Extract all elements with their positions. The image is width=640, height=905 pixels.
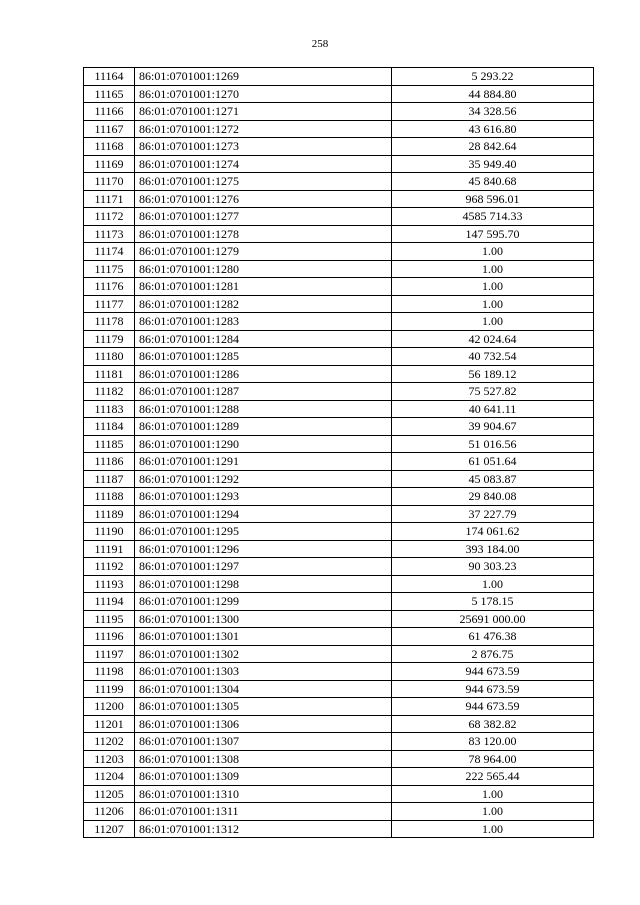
value-cell: 45 083.87 <box>392 470 594 488</box>
value-cell: 222 565.44 <box>392 768 594 786</box>
table-row <box>84 400 594 418</box>
table-row <box>84 680 594 698</box>
row-number-cell: 11168 <box>84 138 135 156</box>
value-cell: 75 527.82 <box>392 383 594 401</box>
value-cell: 90 303.23 <box>392 558 594 576</box>
table-row <box>84 785 594 803</box>
cadastral-number-cell: 86:01:0701001:1293 <box>135 488 392 506</box>
value-cell: 56 189.12 <box>392 365 594 383</box>
value-cell: 45 840.68 <box>392 173 594 191</box>
value-cell: 944 673.59 <box>392 663 594 681</box>
table-row <box>84 295 594 313</box>
value-cell: 1.00 <box>392 785 594 803</box>
row-number-cell: 11186 <box>84 453 135 471</box>
row-number-cell: 11203 <box>84 750 135 768</box>
cadastral-number-cell: 86:01:0701001:1288 <box>135 400 392 418</box>
value-cell: 78 964.00 <box>392 750 594 768</box>
value-cell: 2 876.75 <box>392 645 594 663</box>
cadastral-number-cell: 86:01:0701001:1287 <box>135 383 392 401</box>
value-cell: 25691 000.00 <box>392 610 594 628</box>
table-row <box>84 365 594 383</box>
table-row <box>84 173 594 191</box>
value-cell: 1.00 <box>392 820 594 838</box>
cadastral-number-cell: 86:01:0701001:1270 <box>135 85 392 103</box>
row-number-cell: 11177 <box>84 295 135 313</box>
table-row <box>84 313 594 331</box>
table-row <box>84 733 594 751</box>
cadastral-number-cell: 86:01:0701001:1302 <box>135 645 392 663</box>
cadastral-number-cell: 86:01:0701001:1304 <box>135 680 392 698</box>
row-number-cell: 11205 <box>84 785 135 803</box>
row-number-cell: 11204 <box>84 768 135 786</box>
row-number-cell: 11192 <box>84 558 135 576</box>
table-row <box>84 435 594 453</box>
value-cell: 4585 714.33 <box>392 208 594 226</box>
cadastral-number-cell: 86:01:0701001:1296 <box>135 540 392 558</box>
table-row <box>84 820 594 838</box>
table-row <box>84 558 594 576</box>
cadastral-number-cell: 86:01:0701001:1279 <box>135 243 392 261</box>
cadastral-number-cell: 86:01:0701001:1281 <box>135 278 392 296</box>
row-number-cell: 11171 <box>84 190 135 208</box>
value-cell: 61 051.64 <box>392 453 594 471</box>
row-number-cell: 11202 <box>84 733 135 751</box>
value-cell: 28 842.64 <box>392 138 594 156</box>
value-cell: 83 120.00 <box>392 733 594 751</box>
table-row <box>84 260 594 278</box>
value-cell: 5 178.15 <box>392 593 594 611</box>
value-cell: 39 904.67 <box>392 418 594 436</box>
value-cell: 147 595.70 <box>392 225 594 243</box>
row-number-cell: 11197 <box>84 645 135 663</box>
value-cell: 61 476.38 <box>392 628 594 646</box>
cadastral-number-cell: 86:01:0701001:1300 <box>135 610 392 628</box>
value-cell: 40 732.54 <box>392 348 594 366</box>
value-cell: 968 596.01 <box>392 190 594 208</box>
value-cell: 1.00 <box>392 243 594 261</box>
cadastral-number-cell: 86:01:0701001:1275 <box>135 173 392 191</box>
row-number-cell: 11198 <box>84 663 135 681</box>
value-cell: 1.00 <box>392 575 594 593</box>
row-number-cell: 11188 <box>84 488 135 506</box>
page-number: 258 <box>311 38 329 50</box>
cadastral-number-cell: 86:01:0701001:1307 <box>135 733 392 751</box>
cadastral-number-cell: 86:01:0701001:1292 <box>135 470 392 488</box>
cadastral-number-cell: 86:01:0701001:1298 <box>135 575 392 593</box>
row-number-cell: 11183 <box>84 400 135 418</box>
row-number-cell: 11190 <box>84 523 135 541</box>
cadastral-number-cell: 86:01:0701001:1305 <box>135 698 392 716</box>
row-number-cell: 11206 <box>84 803 135 821</box>
row-number-cell: 11194 <box>84 593 135 611</box>
table-row <box>84 155 594 173</box>
row-number-cell: 11180 <box>84 348 135 366</box>
table-body <box>84 68 594 838</box>
table-row <box>84 103 594 121</box>
table-row <box>84 663 594 681</box>
table-row <box>84 208 594 226</box>
cadastral-number-cell: 86:01:0701001:1306 <box>135 715 392 733</box>
table-row <box>84 768 594 786</box>
value-cell: 1.00 <box>392 295 594 313</box>
table-row <box>84 488 594 506</box>
table-row <box>84 330 594 348</box>
table-row <box>84 68 594 86</box>
row-number-cell: 11166 <box>84 103 135 121</box>
cadastral-number-cell: 86:01:0701001:1299 <box>135 593 392 611</box>
cadastral-number-cell: 86:01:0701001:1269 <box>135 68 392 86</box>
table-row <box>84 243 594 261</box>
table-row <box>84 383 594 401</box>
value-cell: 174 061.62 <box>392 523 594 541</box>
table-row <box>84 470 594 488</box>
cadastral-number-cell: 86:01:0701001:1274 <box>135 155 392 173</box>
cadastral-number-cell: 86:01:0701001:1310 <box>135 785 392 803</box>
row-number-cell: 11201 <box>84 715 135 733</box>
table-row <box>84 225 594 243</box>
table-row <box>84 610 594 628</box>
cadastral-number-cell: 86:01:0701001:1285 <box>135 348 392 366</box>
value-cell: 42 024.64 <box>392 330 594 348</box>
cadastral-number-cell: 86:01:0701001:1289 <box>135 418 392 436</box>
table-row <box>84 453 594 471</box>
cadastral-number-cell: 86:01:0701001:1312 <box>135 820 392 838</box>
value-cell: 44 884.80 <box>392 85 594 103</box>
row-number-cell: 11195 <box>84 610 135 628</box>
table-row <box>84 138 594 156</box>
cadastral-value-table <box>83 67 594 838</box>
value-cell: 393 184.00 <box>392 540 594 558</box>
value-cell: 1.00 <box>392 313 594 331</box>
row-number-cell: 11200 <box>84 698 135 716</box>
value-cell: 40 641.11 <box>392 400 594 418</box>
table-row <box>84 505 594 523</box>
cadastral-number-cell: 86:01:0701001:1291 <box>135 453 392 471</box>
table-row <box>84 348 594 366</box>
table-row <box>84 715 594 733</box>
cadastral-number-cell: 86:01:0701001:1311 <box>135 803 392 821</box>
cadastral-number-cell: 86:01:0701001:1309 <box>135 768 392 786</box>
row-number-cell: 11191 <box>84 540 135 558</box>
row-number-cell: 11179 <box>84 330 135 348</box>
cadastral-number-cell: 86:01:0701001:1294 <box>135 505 392 523</box>
row-number-cell: 11199 <box>84 680 135 698</box>
cadastral-number-cell: 86:01:0701001:1295 <box>135 523 392 541</box>
cadastral-number-cell: 86:01:0701001:1272 <box>135 120 392 138</box>
value-cell: 29 840.08 <box>392 488 594 506</box>
row-number-cell: 11173 <box>84 225 135 243</box>
value-cell: 944 673.59 <box>392 698 594 716</box>
row-number-cell: 11184 <box>84 418 135 436</box>
row-number-cell: 11176 <box>84 278 135 296</box>
table-row <box>84 575 594 593</box>
table-row <box>84 85 594 103</box>
row-number-cell: 11196 <box>84 628 135 646</box>
table-row <box>84 540 594 558</box>
table-row <box>84 593 594 611</box>
value-cell: 43 616.80 <box>392 120 594 138</box>
row-number-cell: 11164 <box>84 68 135 86</box>
value-cell: 5 293.22 <box>392 68 594 86</box>
row-number-cell: 11170 <box>84 173 135 191</box>
row-number-cell: 11185 <box>84 435 135 453</box>
value-cell: 1.00 <box>392 278 594 296</box>
cadastral-table-container <box>83 67 594 838</box>
row-number-cell: 11193 <box>84 575 135 593</box>
table-row <box>84 628 594 646</box>
table-row <box>84 418 594 436</box>
value-cell: 1.00 <box>392 260 594 278</box>
cadastral-number-cell: 86:01:0701001:1297 <box>135 558 392 576</box>
value-cell: 1.00 <box>392 803 594 821</box>
row-number-cell: 11207 <box>84 820 135 838</box>
row-number-cell: 11165 <box>84 85 135 103</box>
row-number-cell: 11187 <box>84 470 135 488</box>
cadastral-number-cell: 86:01:0701001:1282 <box>135 295 392 313</box>
cadastral-number-cell: 86:01:0701001:1284 <box>135 330 392 348</box>
cadastral-number-cell: 86:01:0701001:1303 <box>135 663 392 681</box>
cadastral-number-cell: 86:01:0701001:1290 <box>135 435 392 453</box>
cadastral-number-cell: 86:01:0701001:1301 <box>135 628 392 646</box>
table-row <box>84 278 594 296</box>
table-row <box>84 120 594 138</box>
cadastral-number-cell: 86:01:0701001:1277 <box>135 208 392 226</box>
cadastral-number-cell: 86:01:0701001:1271 <box>135 103 392 121</box>
value-cell: 68 382.82 <box>392 715 594 733</box>
table-row <box>84 190 594 208</box>
row-number-cell: 11175 <box>84 260 135 278</box>
value-cell: 944 673.59 <box>392 680 594 698</box>
row-number-cell: 11181 <box>84 365 135 383</box>
table-row <box>84 803 594 821</box>
row-number-cell: 11169 <box>84 155 135 173</box>
cadastral-number-cell: 86:01:0701001:1283 <box>135 313 392 331</box>
cadastral-number-cell: 86:01:0701001:1286 <box>135 365 392 383</box>
row-number-cell: 11178 <box>84 313 135 331</box>
cadastral-number-cell: 86:01:0701001:1276 <box>135 190 392 208</box>
table-row <box>84 523 594 541</box>
row-number-cell: 11172 <box>84 208 135 226</box>
table-row <box>84 750 594 768</box>
cadastral-number-cell: 86:01:0701001:1278 <box>135 225 392 243</box>
cadastral-number-cell: 86:01:0701001:1308 <box>135 750 392 768</box>
value-cell: 35 949.40 <box>392 155 594 173</box>
row-number-cell: 11189 <box>84 505 135 523</box>
value-cell: 37 227.79 <box>392 505 594 523</box>
cadastral-number-cell: 86:01:0701001:1280 <box>135 260 392 278</box>
value-cell: 34 328.56 <box>392 103 594 121</box>
table-row <box>84 698 594 716</box>
value-cell: 51 016.56 <box>392 435 594 453</box>
cadastral-number-cell: 86:01:0701001:1273 <box>135 138 392 156</box>
row-number-cell: 11174 <box>84 243 135 261</box>
table-row <box>84 645 594 663</box>
row-number-cell: 11167 <box>84 120 135 138</box>
row-number-cell: 11182 <box>84 383 135 401</box>
